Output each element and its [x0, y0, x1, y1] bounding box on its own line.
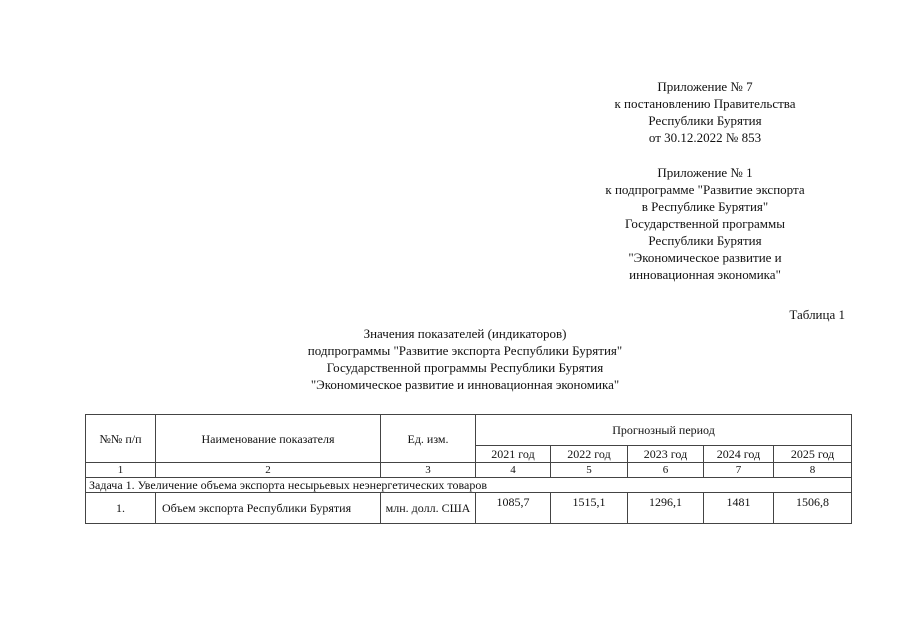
- row-number: 1.: [86, 493, 156, 524]
- appendix-sub-line: в Республике Бурятия": [641, 199, 769, 214]
- appendix-sub-line: инновационная экономика": [629, 267, 781, 282]
- row-value: 1515,1: [551, 493, 628, 524]
- column-number: 4: [476, 463, 551, 478]
- table-heading: [200, 325, 730, 393]
- column-number: 7: [704, 463, 774, 478]
- header-row: [86, 415, 852, 446]
- row-unit: млн. долл. США: [381, 493, 476, 524]
- indicators-table: [85, 414, 852, 524]
- table-row: [86, 493, 852, 524]
- appendix-sub-line: Приложение № 1: [657, 165, 753, 180]
- task-row: [86, 478, 852, 493]
- task-text: Задача 1. Увеличение объема экспорта несырьевых неэнергетических товаров: [86, 478, 852, 493]
- heading-line: "Экономическое развитие и инновационная экономика": [310, 377, 620, 392]
- appendix-main: [565, 78, 845, 146]
- appendix-sub-line: "Экономическое развитие и: [628, 250, 782, 265]
- appendix-sub: [565, 164, 845, 283]
- column-number: 1: [86, 463, 156, 478]
- appendix-main-line: Приложение № 7: [657, 79, 753, 94]
- heading-line: подпрограммы "Развитие экспорта Республики Бурятия": [307, 343, 623, 358]
- appendix-main-line: от 30.12.2022 № 853: [648, 130, 762, 145]
- header-year: 2024 год: [704, 446, 774, 463]
- header-unit: Ед. изм.: [381, 415, 476, 463]
- header-year: 2022 год: [551, 446, 628, 463]
- header-year: 2023 год: [628, 446, 704, 463]
- column-number: 6: [628, 463, 704, 478]
- heading-line: Государственной программы Республики Бурятия: [326, 360, 604, 375]
- appendix-sub-line: к подпрограмме "Развитие экспорта: [605, 182, 805, 197]
- row-value: 1506,8: [774, 493, 852, 524]
- table-label: Таблица 1: [789, 307, 845, 322]
- column-number: 5: [551, 463, 628, 478]
- row-value: 1085,7: [476, 493, 551, 524]
- heading-line: Значения показателей (индикаторов): [363, 326, 567, 341]
- header-number: №№ п/п: [86, 415, 156, 463]
- column-number: 3: [381, 463, 476, 478]
- appendix-sub-line: Государственной программы: [624, 216, 785, 231]
- row-value: 1481: [704, 493, 774, 524]
- appendix-main-line: Республики Бурятия: [648, 113, 762, 128]
- column-number-row: [86, 463, 852, 478]
- appendix-sub-line: Республики Бурятия: [648, 233, 762, 248]
- row-value: 1296,1: [628, 493, 704, 524]
- column-number: 8: [774, 463, 852, 478]
- header-indicator: Наименование показателя: [156, 415, 381, 463]
- row-indicator-name: Объем экспорта Республики Бурятия: [156, 493, 381, 524]
- header-year: 2025 год: [774, 446, 852, 463]
- header-forecast: Прогнозный период: [476, 415, 852, 446]
- column-number: 2: [156, 463, 381, 478]
- appendix-main-line: к постановлению Правительства: [614, 96, 796, 111]
- header-year: 2021 год: [476, 446, 551, 463]
